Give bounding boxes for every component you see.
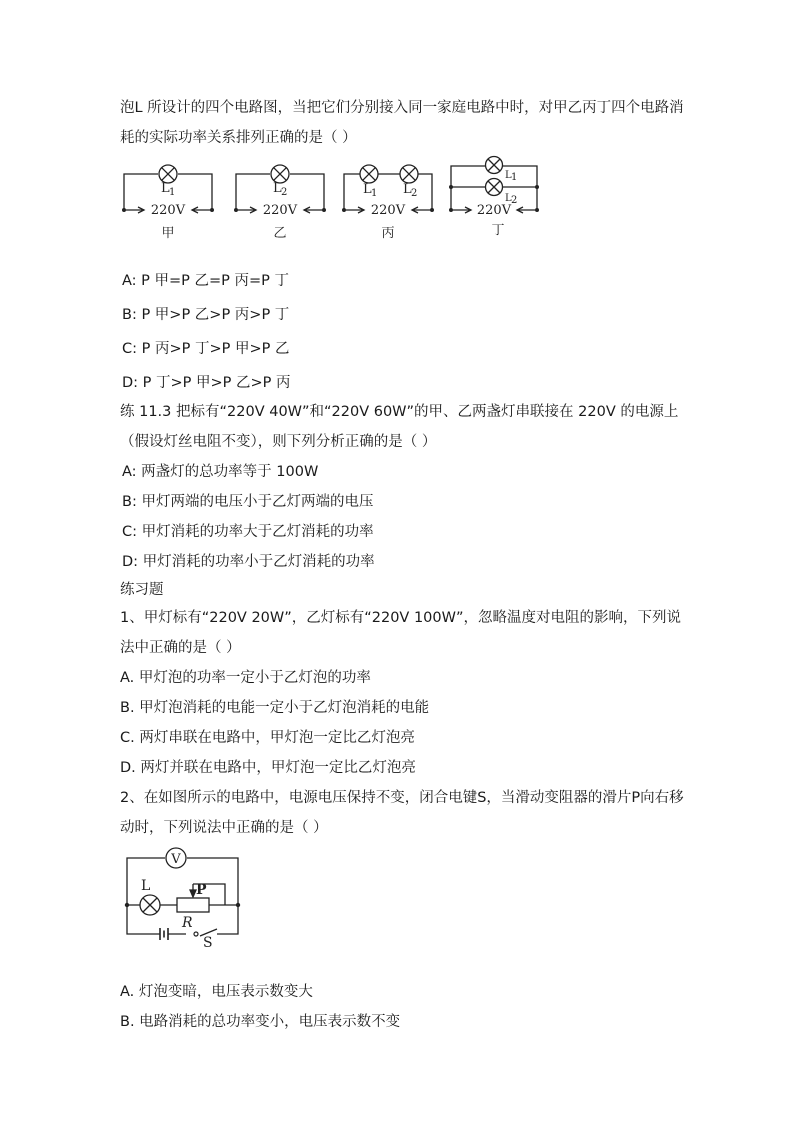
exercise-1-line-1: 1、甲灯标有“220V 20W”，乙灯标有“220V 100W”，忽略温度对电阻的影响，下列说 (120, 610, 681, 626)
exercise-2-line-1: 2、在如图所示的电路中，电源电压保持不变，闭合电键S，当滑动变阻器的滑片P向右移 (120, 790, 684, 806)
lamp-label: L (141, 878, 151, 894)
ex1-option-b: B. 甲灯泡消耗的电能一定小于乙灯泡消耗的电能 (120, 700, 430, 716)
slider-label: P (196, 882, 207, 898)
ex2-option-a: A. 灯泡变暗，电压表示数变大 (120, 984, 313, 1000)
circuit-yi-name: 乙 (273, 226, 287, 240)
circuit-yi-voltage: 220V (262, 203, 298, 218)
intro-option-c: C: P 丙>P 丁>P 甲>P 乙 (122, 341, 290, 357)
voltmeter-label: V (171, 852, 181, 867)
circuit-bing-lamp1-sub: 1 (371, 188, 378, 199)
exercise-2-line-2: 动时，下列说法中正确的是（ ） (120, 820, 328, 836)
exercises-heading: 练习题 (120, 582, 164, 598)
ex1-option-a: A. 甲灯泡的功率一定小于乙灯泡的功率 (120, 670, 371, 686)
ex2-option-b: B. 电路消耗的总功率变小，电压表示数不变 (120, 1014, 401, 1030)
q113-option-b: B: 甲灯两端的电压小于乙灯两端的电压 (122, 494, 374, 510)
question-intro-line-2: 耗的实际功率关系排列正确的是（ ） (120, 130, 357, 146)
question-intro-line-1: 泡L 所设计的四个电路图，当把它们分别接入同一家庭电路中时，对甲乙丙丁四个电路消 (120, 100, 684, 116)
circuit-jia-lamp-sub: 1 (169, 187, 176, 198)
switch-label: S (203, 935, 213, 950)
circuit-yi-lamp-sub: 2 (281, 187, 288, 198)
question-11-3-line-1: 练 11.3 把标有“220V 40W”和“220V 60W”的甲、乙两盏灯串联接在 220V 的电源上 (120, 404, 679, 420)
circuit-jia-name: 甲 (161, 226, 175, 240)
exercise-2-circuit-diagram (120, 846, 250, 950)
circuit-ding-name: 丁 (491, 223, 505, 238)
q113-option-d: D: 甲灯消耗的功率小于乙灯消耗的功率 (122, 554, 375, 570)
circuit-jia-diagram (118, 160, 218, 240)
circuit-bing-voltage: 220V (370, 203, 406, 218)
intro-option-b: B: P 甲>P 乙>P 丙>P 丁 (122, 307, 290, 323)
circuit-ding-lamp2-sub: 2 (511, 195, 518, 206)
circuit-bing-diagram (338, 160, 438, 240)
circuit-jia-lamp-label: L (161, 181, 170, 196)
intro-option-d: D: P 丁>P 甲>P 乙>P 丙 (122, 375, 291, 391)
q113-option-a: A: 两盏灯的总功率等于 100W (122, 464, 319, 480)
circuit-ding-diagram (447, 152, 547, 238)
question-11-3-line-2: （假设灯丝电阻不变），则下列分析正确的是（ ） (120, 434, 437, 450)
circuit-ding-lamp1-label: L (505, 170, 512, 181)
intro-option-a: A: P 甲=P 乙=P 丙=P 丁 (122, 273, 290, 289)
resistor-label: R (182, 915, 193, 931)
ex1-option-c: C. 两灯串联在电路中，甲灯泡一定比乙灯泡亮 (120, 730, 415, 746)
circuit-yi-lamp-label: L (273, 181, 282, 196)
circuit-bing-name: 丙 (381, 226, 395, 240)
circuit-ding-voltage: 220V (476, 203, 512, 218)
circuit-bing-lamp1-label: L (363, 182, 372, 197)
circuit-ding-lamp1-sub: 1 (511, 172, 518, 183)
circuit-bing-lamp2-label: L (403, 182, 412, 197)
ex1-option-d: D. 两灯并联在电路中，甲灯泡一定比乙灯泡亮 (120, 760, 416, 776)
circuit-ding-lamp2-label: L (505, 193, 512, 204)
circuit-jia-voltage: 220V (150, 203, 186, 218)
exercise-1-line-2: 法中正确的是（ ） (120, 640, 241, 656)
circuit-bing-lamp2-sub: 2 (411, 188, 418, 199)
q113-option-c: C: 甲灯消耗的功率大于乙灯消耗的功率 (122, 524, 374, 540)
circuit-yi-diagram (230, 160, 330, 240)
